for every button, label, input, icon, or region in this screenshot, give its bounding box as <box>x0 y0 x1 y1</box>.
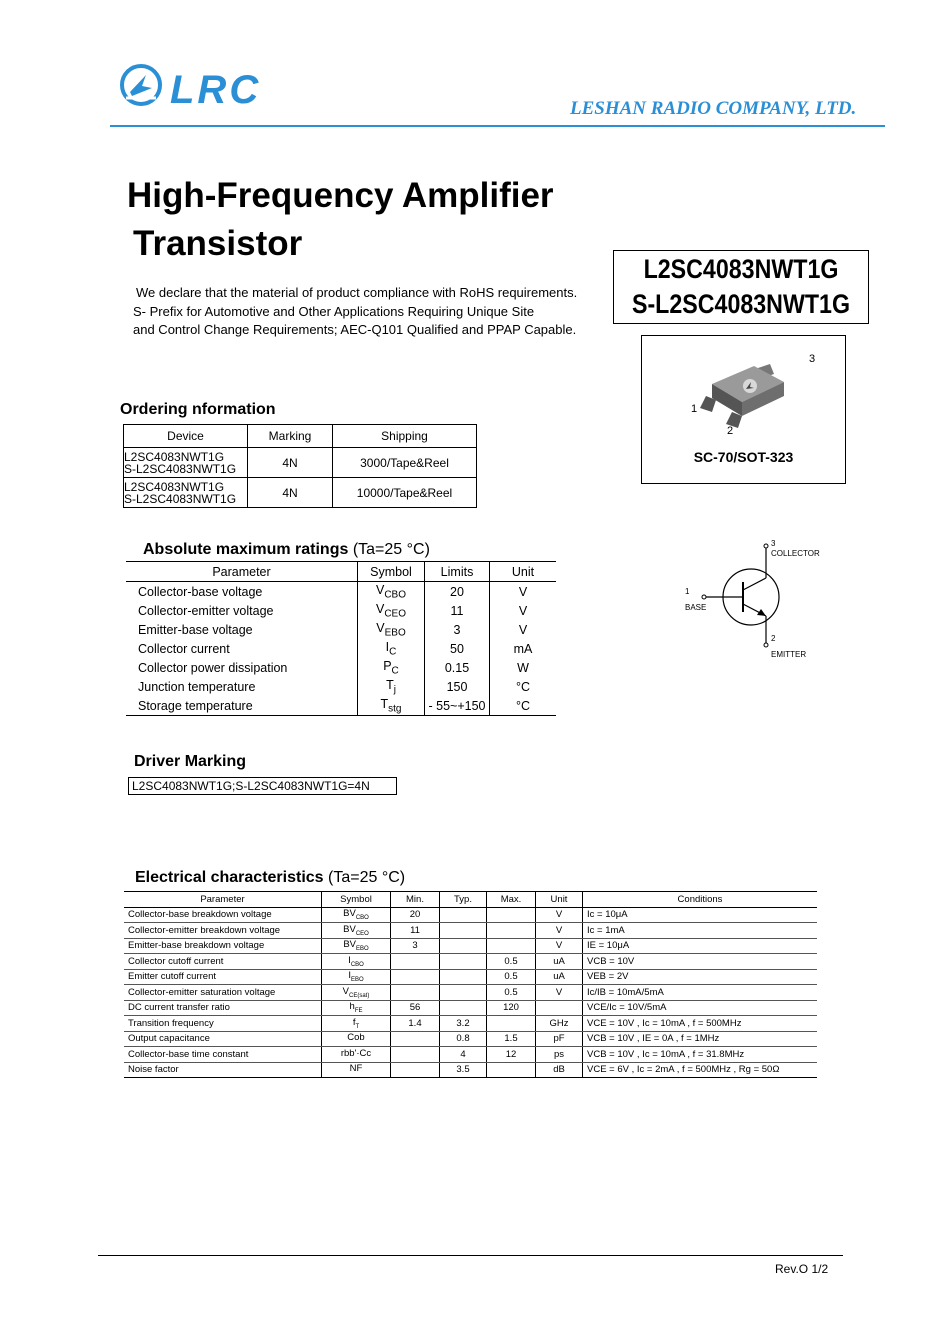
symbol-cell: $T_j$ <box>358 677 425 696</box>
conditions-cell: VCB = 10V <box>583 954 818 970</box>
header-shipping: Shipping <box>333 425 477 448</box>
ordering-table <box>123 424 477 508</box>
typ-cell: 0.8 <box>440 1031 487 1047</box>
base-pin-number: 1 <box>685 587 690 596</box>
table-row <box>126 658 556 677</box>
package-box <box>641 335 846 484</box>
symbol-cell: $V_{CBO}$ <box>358 582 425 602</box>
min-cell <box>391 1047 440 1063</box>
driver-marking-heading: Driver Marking <box>134 753 247 770</box>
header-unit: Unit <box>490 562 557 582</box>
min-cell: 3 <box>391 938 440 954</box>
limit-cell: 50 <box>425 639 490 658</box>
param-cell: Collector current <box>138 641 230 656</box>
symbol-cell: rbb'·Cc <box>322 1047 391 1063</box>
header-marking: Marking <box>248 425 333 448</box>
min-cell <box>391 969 440 985</box>
symbol-cell: $BV_{EBO}$ <box>322 938 391 954</box>
min-cell: 1.4 <box>391 1016 440 1032</box>
typ-cell <box>440 969 487 985</box>
conditions-cell: VCB = 10V , IE = 0A , f = 1MHz <box>583 1031 818 1047</box>
conditions-cell: IE = 10μA <box>583 938 818 954</box>
param-cell: Emitter-base breakdown voltage <box>124 938 322 954</box>
param-cell: Collector-base time constant <box>124 1047 322 1063</box>
table-header-row <box>126 562 556 582</box>
param-cell: Collector-base voltage <box>138 584 263 599</box>
max-cell <box>487 907 536 923</box>
header-unit: Unit <box>536 892 583 908</box>
table-row <box>124 985 817 1001</box>
max-cell: 120 <box>487 1000 536 1016</box>
part-number-primary: L2SC4083NWT1G <box>643 254 839 284</box>
abs-max-table <box>126 561 556 716</box>
package-label: SC-70/SOT-323 <box>693 449 794 465</box>
table-row <box>124 907 817 923</box>
unit-cell: V <box>536 907 583 923</box>
collector-pin-number: 3 <box>771 539 776 548</box>
conditions-cell: Ic/IB = 10mA/5mA <box>583 985 818 1001</box>
conditions-cell: VCB = 10V , Ic = 10mA , f = 31.8MHz <box>583 1047 818 1063</box>
symbol-cell: Cob <box>322 1031 391 1047</box>
table-header-row <box>124 425 477 448</box>
unit-cell: V <box>536 985 583 1001</box>
sot323-package-icon <box>692 354 802 439</box>
unit-cell: ps <box>536 1047 583 1063</box>
conditions-cell: Ic = 1mA <box>583 923 818 939</box>
table-row <box>124 923 817 939</box>
header-typ: Typ. <box>440 892 487 908</box>
param-cell: Noise factor <box>124 1062 322 1078</box>
table-row <box>124 1047 817 1063</box>
symbol-cell: NF <box>322 1062 391 1078</box>
part-number-box <box>613 250 869 324</box>
aec-q101-note: and Control Change Requirements; AEC-Q101 Qualified and PPAP Capable. <box>133 322 577 337</box>
symbol-cell: $P_C$ <box>358 658 425 677</box>
unit-cell: uA <box>536 954 583 970</box>
unit-cell: V <box>490 582 557 602</box>
min-cell: 11 <box>391 923 440 939</box>
param-cell: Collector-base breakdown voltage <box>124 907 322 923</box>
table-row <box>124 1062 817 1078</box>
part-number-automotive: S-L2SC4083NWT1G <box>631 289 851 319</box>
param-cell: Collector-emitter breakdown voltage <box>124 923 322 939</box>
symbol-cell: $BV_{CBO}$ <box>322 907 391 923</box>
table-row <box>124 954 817 970</box>
typ-cell <box>440 907 487 923</box>
emitter-label: EMITTER <box>771 650 807 659</box>
typ-cell: 3.2 <box>440 1016 487 1032</box>
max-cell: 0.5 <box>487 954 536 970</box>
param-cell: Transition frequency <box>124 1016 322 1032</box>
symbol-cell: $I_{EBO}$ <box>322 969 391 985</box>
symbol-cell: $h_{FE}$ <box>322 1000 391 1016</box>
symbol-cell: $V_{EBO}$ <box>358 620 425 639</box>
limit-cell: 11 <box>425 601 490 620</box>
header-parameter: Parameter <box>126 562 358 582</box>
conditions-cell: Ic = 10μA <box>583 907 818 923</box>
automotive-prefix-note: S- Prefix for Automotive and Other Applications Requiring Unique Site <box>133 304 535 319</box>
conditions-cell: VCE = 10V , Ic = 10mA , f = 500MHz <box>583 1016 818 1032</box>
param-cell: Collector-emitter voltage <box>138 603 274 618</box>
emitter-pin-number: 2 <box>771 634 776 643</box>
logo-text: LRC <box>170 68 262 112</box>
typ-cell: 4 <box>440 1047 487 1063</box>
max-cell: 0.5 <box>487 985 536 1001</box>
header-symbol: Symbol <box>358 562 425 582</box>
rohs-declaration: We declare that the material of product compliance with RoHS requirements. <box>136 285 578 300</box>
unit-cell: V <box>490 601 557 620</box>
marking-cell: 4N <box>248 448 333 478</box>
param-cell: Collector power dissipation <box>138 660 288 675</box>
page-title-line2: Transistor <box>133 224 303 263</box>
table-row <box>126 620 556 639</box>
table-row <box>126 582 556 602</box>
unit-cell: mA <box>490 639 557 658</box>
unit-cell <box>536 1000 583 1016</box>
symbol-cell: $I_{CBO}$ <box>322 954 391 970</box>
unit-cell: °C <box>490 677 557 696</box>
max-cell <box>487 1062 536 1078</box>
max-cell <box>487 1016 536 1032</box>
header-parameter: Parameter <box>124 892 322 908</box>
max-cell: 0.5 <box>487 969 536 985</box>
unit-cell: V <box>490 620 557 639</box>
driver-marking-value: L2SC4083NWT1G;S-L2SC4083NWT1G=4N <box>128 777 397 795</box>
header-divider <box>110 125 885 127</box>
limit-cell: - 55~+150 <box>425 696 490 716</box>
collector-label: COLLECTOR <box>771 549 820 558</box>
limit-cell: 0.15 <box>425 658 490 677</box>
typ-cell: 3.5 <box>440 1062 487 1078</box>
max-cell <box>487 938 536 954</box>
min-cell <box>391 1031 440 1047</box>
unit-cell: °C <box>490 696 557 716</box>
header-min: Min. <box>391 892 440 908</box>
param-cell: Storage temperature <box>126 696 358 716</box>
param-cell: Collector-emitter saturation voltage <box>124 985 322 1001</box>
marking-cell: 4N <box>248 478 333 508</box>
param-cell: Emitter cutoff current <box>124 969 322 985</box>
header-max: Max. <box>487 892 536 908</box>
revision-page: Rev.O 1/2 <box>775 1262 829 1276</box>
shipping-cell: 3000/Tape&Reel <box>333 448 477 478</box>
table-row <box>126 639 556 658</box>
unit-cell: V <box>536 938 583 954</box>
shipping-cell: 10000/Tape&Reel <box>333 478 477 508</box>
typ-cell <box>440 985 487 1001</box>
table-row <box>124 969 817 985</box>
device-cell: L2SC4083NWT1G S-L2SC4083NWT1G <box>124 448 248 478</box>
footer-divider <box>98 1255 843 1256</box>
symbol-cell: $BV_{CEO}$ <box>322 923 391 939</box>
table-row <box>126 677 556 696</box>
header-conditions: Conditions <box>583 892 818 908</box>
min-cell: 20 <box>391 907 440 923</box>
table-row <box>124 1000 817 1016</box>
table-row <box>124 1016 817 1032</box>
min-cell <box>391 985 440 1001</box>
company-name: LESHAN RADIO COMPANY, LTD. <box>570 98 857 119</box>
abs-max-heading: Absolute maximum ratings (Ta=25 °C) <box>143 541 430 558</box>
package-pin1-label: 1 <box>691 403 698 415</box>
unit-cell: GHz <box>536 1016 583 1032</box>
ordering-heading: Ordering nformation <box>120 401 276 418</box>
symbol-cell: $I_C$ <box>358 639 425 658</box>
limit-cell: 3 <box>425 620 490 639</box>
unit-cell: uA <box>536 969 583 985</box>
min-cell: 56 <box>391 1000 440 1016</box>
param-cell: DC current transfer ratio <box>124 1000 322 1016</box>
unit-cell: V <box>536 923 583 939</box>
symbol-cell: $V_{CE(sat)}$ <box>322 985 391 1001</box>
param-cell: Junction temperature <box>138 679 256 694</box>
table-row <box>124 448 477 478</box>
param-cell: Emitter-base voltage <box>138 622 253 637</box>
param-cell: Collector cutoff current <box>124 954 322 970</box>
conditions-cell: VCE = 6V , Ic = 2mA , f = 500MHz , Rg = 50Ω <box>583 1062 818 1078</box>
limit-cell: 150 <box>425 677 490 696</box>
device-cell: L2SC4083NWT1G S-L2SC4083NWT1G <box>124 478 248 508</box>
unit-cell: dB <box>536 1062 583 1078</box>
max-cell <box>487 923 536 939</box>
typ-cell <box>440 954 487 970</box>
package-pin3-label: 3 <box>809 353 816 365</box>
electrical-table <box>124 891 817 1078</box>
header-limits: Limits <box>425 562 490 582</box>
symbol-cell: $f_T$ <box>322 1016 391 1032</box>
header-symbol: Symbol <box>322 892 391 908</box>
table-row <box>126 601 556 620</box>
max-cell: 1.5 <box>487 1031 536 1047</box>
table-header-row <box>124 892 817 908</box>
typ-cell <box>440 1000 487 1016</box>
table-row <box>124 478 477 508</box>
header-device: Device <box>124 425 248 448</box>
min-cell <box>391 1062 440 1078</box>
typ-cell <box>440 938 487 954</box>
base-label: BASE <box>685 603 707 612</box>
unit-cell: W <box>490 658 557 677</box>
page-title-line1: High-Frequency Amplifier <box>127 176 554 215</box>
conditions-cell: VCE/Ic = 10V/5mA <box>583 1000 818 1016</box>
symbol-cell: $T_{stg}$ <box>358 696 425 716</box>
typ-cell <box>440 923 487 939</box>
conditions-cell: VEB = 2V <box>583 969 818 985</box>
limit-cell: 20 <box>425 582 490 602</box>
electrical-heading: Electrical characteristics (Ta=25 °C) <box>135 869 406 886</box>
unit-cell: pF <box>536 1031 583 1047</box>
param-cell: Output capacitance <box>124 1031 322 1047</box>
table-row <box>124 938 817 954</box>
package-pin2-label: 2 <box>727 425 734 437</box>
max-cell: 12 <box>487 1047 536 1063</box>
min-cell <box>391 954 440 970</box>
table-row <box>124 1031 817 1047</box>
table-row <box>126 696 556 716</box>
symbol-cell: $V_{CEO}$ <box>358 601 425 620</box>
lrc-logo-icon <box>118 62 164 108</box>
